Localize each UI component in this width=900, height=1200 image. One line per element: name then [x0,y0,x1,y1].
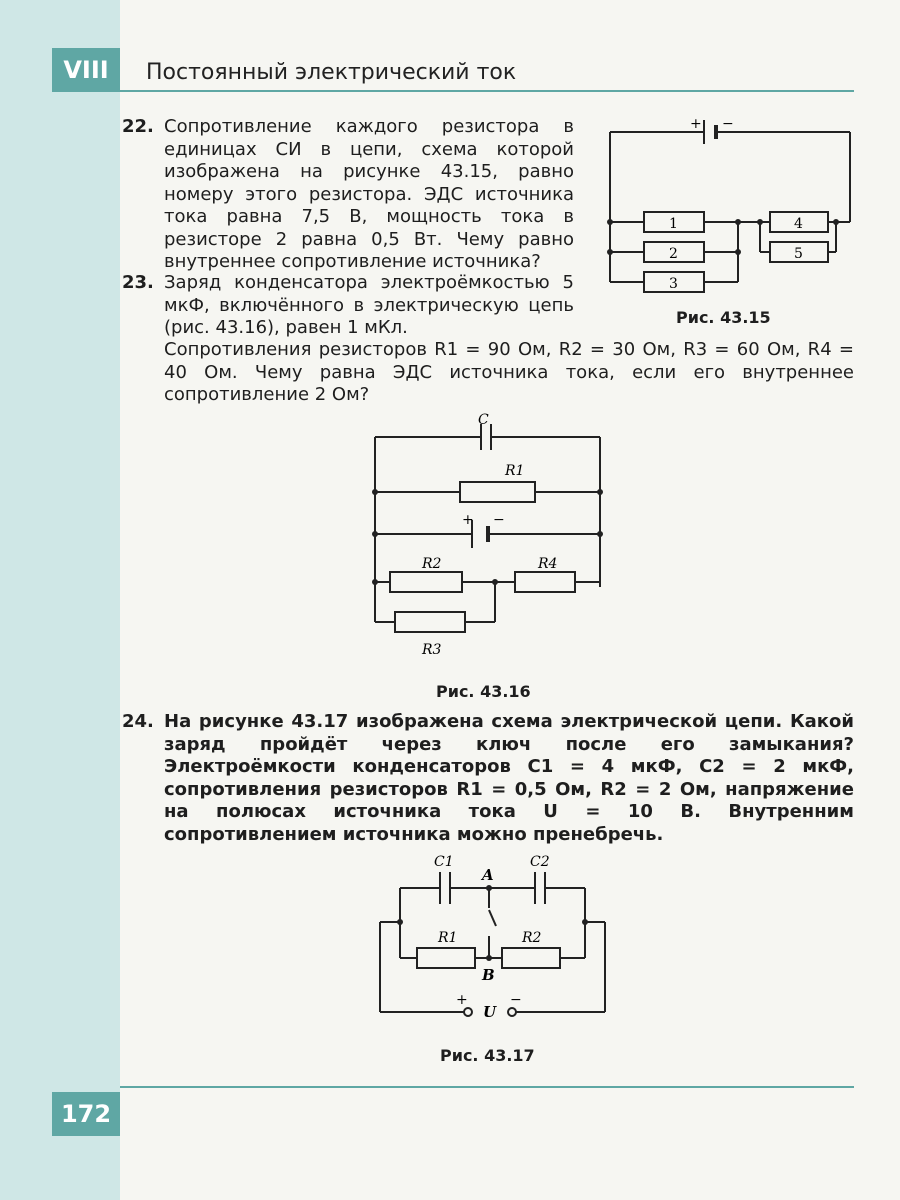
fig15-minus: − [722,116,734,132]
fig15-plus: + [690,116,702,132]
fig17-r1-label: R1 [438,930,458,946]
fig16-r3-label: R3 [422,642,442,658]
fig16-r1-label: R1 [505,463,525,479]
page-number: 172 [52,1092,120,1136]
fig17-node-a: A [482,866,494,884]
fig16-minus: − [493,512,505,528]
problem-22-text: Сопротивление каждого резистора в единицах СИ в цепи, схема которой изображена на рисунке 43.15, равно номеру этого резистора. ЭДС источника тока равна 7,5 В, мощность тока в резисторе 2 равна 0,5 Вт. Чему равно внутреннее сопротивление источника? [164,116,574,272]
figure-43-16-caption: Рис. 43.16 [436,682,531,701]
fig15-resistor-3: 3 [669,276,678,292]
problem-22-number: 22. [122,116,154,137]
fig16-r4-label: R4 [538,556,558,572]
circuit-diagram-43-17 [370,846,620,1026]
chapter-badge: VIII [52,48,120,92]
figure-43-15 [600,112,860,306]
fig16-r2-label: R2 [422,556,442,572]
fig17-c1-label: C1 [434,854,454,870]
fig15-resistor-2: 2 [669,246,678,262]
fig17-c2-label: C2 [530,854,550,870]
problem-23 [122,272,574,340]
problem-24-text: На рисунке 43.17 изображена схема электрической цепи. Какой заряд пройдёт через ключ после его замыкания? Электроёмкости конденсаторов C1 = 4 мкФ, C2 = 2 мкФ, сопротивления резисторов R1 = 0,5 Ом, R2 = 2 Ом, напряжение на полюсах источника тока U = 10 В. Внутренним сопротивлением источника можно пренебречь. [164,711,854,845]
problem-24 [122,711,854,846]
fig15-resistor-1: 1 [669,216,678,232]
problem-23-continued [164,339,854,407]
figure-43-15-caption: Рис. 43.15 [676,308,771,327]
figure-43-17-caption: Рис. 43.17 [440,1046,535,1065]
header-divider [120,90,854,92]
circuit-diagram-43-16 [360,412,620,662]
problem-23-text-end: Сопротивления резисторов R1 = 90 Ом, R2 = 30 Ом, R3 = 60 Ом, R4 = 40 Ом. Чему равна ЭДС источника тока, если его внутреннее сопротивление 2 Ом? [164,339,854,405]
problem-24-number: 24. [122,711,154,732]
fig17-node-b: B [482,966,495,984]
fig16-plus: + [462,512,474,528]
footer-divider [120,1086,854,1088]
fig16-capacitor-label: C [478,412,489,428]
problem-23-number: 23. [122,272,154,293]
fig15-resistor-4: 4 [794,216,803,232]
fig17-r2-label: R2 [522,930,542,946]
problem-23-text-start: Заряд конденсатора электроёмкостью 5 мкФ, включённого в электрическую цепь (рис. 43.16), равен 1 мКл. [164,272,574,338]
fig17-plus: + [456,992,468,1008]
figure-43-17 [370,846,620,1030]
fig17-u-label: U [483,1003,497,1021]
running-header-title: Постоянный электрический ток [146,60,517,85]
fig17-minus: − [510,992,522,1008]
fig15-resistor-5: 5 [794,246,803,262]
circuit-diagram-43-15 [600,112,860,302]
figure-43-16 [360,412,620,666]
margin-band [0,0,120,1200]
problem-22 [122,116,574,274]
